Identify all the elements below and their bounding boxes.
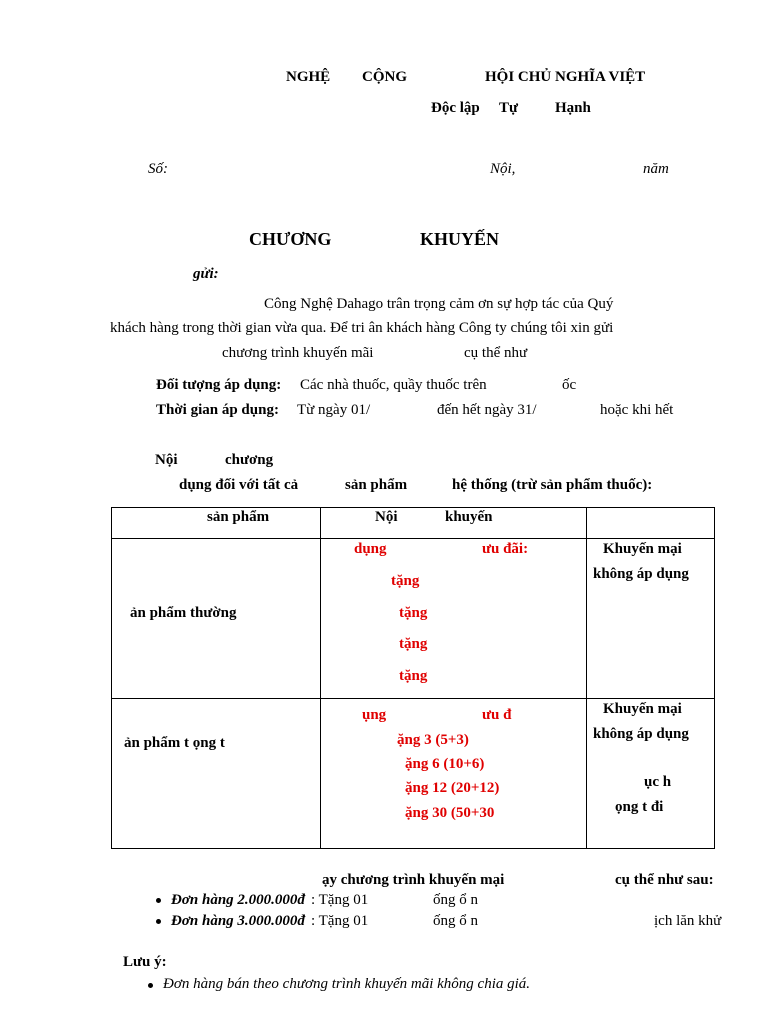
document-year: năm [643, 161, 669, 177]
table-row-1-note-1: Khuyến mại [603, 541, 682, 557]
period-start: Từ ngày 01/ [297, 402, 371, 418]
note-label: Lưu ý: [123, 954, 167, 970]
content-sub-2: sản phẩm [345, 477, 408, 493]
table-row-1-promo-line: tặng [399, 636, 428, 652]
intro-line-1: Công Nghệ Dahago trân trọng cảm ơn sự hợp tác của Quý [264, 296, 614, 312]
target-value: Các nhà thuốc, quầy thuốc trên [300, 377, 487, 393]
intro-line-3a: chương trình khuyến mãi [222, 345, 374, 361]
header-motto-3: Hạnh [555, 100, 591, 116]
greeting: gửi: [193, 266, 219, 282]
header-org-left: NGHỆ [286, 69, 331, 85]
header-nation: HỘI CHỦ NGHĨA VIỆT [485, 69, 646, 85]
parallel-heading-1: ạy chương trình khuyến mại [322, 872, 505, 888]
table-row-2-note-4: ọng t đi [615, 799, 664, 815]
table-row-2-promo-line: ặng 6 (10+6) [405, 756, 485, 772]
table-row-1-promo-line: tặng [399, 605, 428, 621]
content-sub-3: hệ thống (trừ sản phẩm thuốc): [452, 477, 653, 493]
table-row-1-promo-line: tặng [399, 668, 428, 684]
table-row-1-promo-head-1: dụng [354, 541, 387, 557]
title-part-2: KHUYẾN [420, 229, 500, 249]
table-header-product: sản phẩm [207, 509, 270, 525]
order-1-text-1: : Tặng 01 [311, 892, 369, 908]
table-row-2-promo-line: ặng 3 (5+3) [397, 732, 469, 748]
order-2-text-3: ịch lăn khử [654, 913, 722, 929]
bullet-icon [156, 898, 161, 903]
period-tail: hoặc khi hết [600, 402, 674, 418]
target-tail: ốc [562, 377, 577, 393]
note-item: Đơn hàng bán theo chương trình khuyến mãi không chia giá. [163, 976, 531, 992]
table-row-2-note-2: không áp dụng [593, 726, 689, 742]
table-header-content-2: khuyến [445, 509, 493, 525]
table-row-1-product: ản phẩm thường [130, 605, 237, 621]
period-end: đến hết ngày 31/ [437, 402, 537, 418]
table-row-2-promo-line: ặng 30 (50+30 [405, 805, 495, 821]
intro-line-3b: cụ thể như [464, 345, 528, 361]
order-1-text-2: ống ổ n [433, 892, 478, 908]
order-2-label: Đơn hàng 3.000.000đ [171, 913, 305, 929]
header-motto-2: Tự [499, 100, 519, 116]
period-label: Thời gian áp dụng: [156, 402, 279, 418]
parallel-heading-2: cụ thể như sau: [615, 872, 714, 888]
order-2-text-2: ống ổ n [433, 913, 478, 929]
intro-line-2: khách hàng trong thời gian vừa qua. Để tri ân khách hàng Công ty chúng tôi xin gửi [110, 320, 614, 336]
table-row-1-promo-line: tặng [391, 573, 420, 589]
order-2-text-1: : Tặng 01 [311, 913, 369, 929]
table-row-2-product: ản phẩm t ọng t [124, 735, 225, 751]
header-org-left-2: CỘNG [362, 69, 407, 85]
table-row-2-note-1: Khuyến mại [603, 701, 682, 717]
table-row-2-note-3: ục h [644, 774, 672, 790]
order-1-label: Đơn hàng 2.000.000đ [171, 892, 305, 908]
content-sub-1: dụng đối với tất cả [179, 477, 299, 493]
header-motto-1: Độc lập [431, 100, 480, 116]
table-row-2-promo-line: ặng 12 (20+12) [405, 780, 500, 796]
table-row-1-promo-head-2: ưu đãi: [482, 541, 529, 557]
bullet-icon [156, 919, 161, 924]
content-heading-2: chương [225, 452, 274, 468]
document-place: Nội, [490, 161, 516, 177]
table-header-content-1: Nội [375, 509, 398, 525]
table-row-2-promo-head-2: ưu đ [482, 707, 512, 723]
content-heading-1: Nội [155, 452, 178, 468]
table-row-1-note-2: không áp dụng [593, 566, 689, 582]
document-number: Số: [148, 161, 168, 177]
bullet-icon [148, 983, 153, 988]
title-part-1: CHƯƠNG [249, 229, 332, 249]
table-row-2-promo-head-1: ụng [362, 707, 387, 723]
target-label: Đối tượng áp dụng: [156, 377, 282, 393]
